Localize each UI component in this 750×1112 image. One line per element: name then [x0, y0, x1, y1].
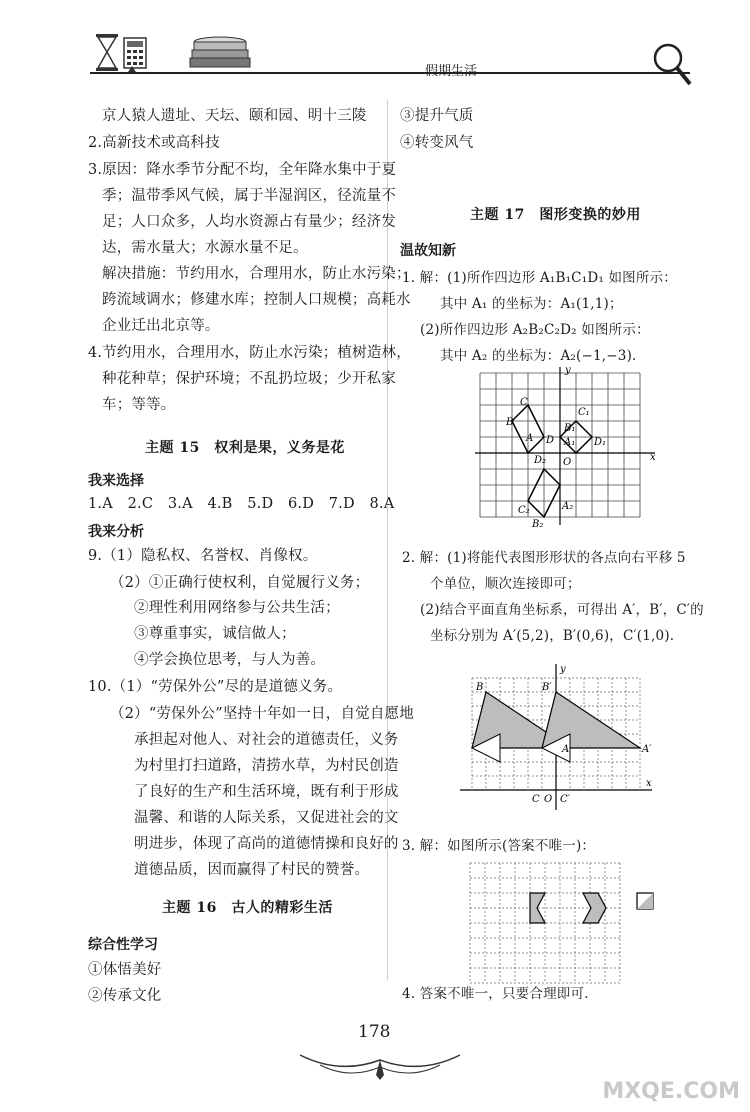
text-line: (2)所作四边形 A₂B₂C₂D₂ 如图所示：	[420, 322, 650, 338]
text-line: 个单位，顺次连接即可；	[430, 576, 581, 592]
text-line: 1. 解：(1)所作四边形 A₁B₁C₁D₁ 如图所示：	[402, 270, 677, 286]
analyze-label: 我来分析	[88, 524, 144, 540]
header-title: 假期生活	[425, 64, 478, 79]
text-line: 其中 A₂ 的坐标为：A₂(−1,−3).	[440, 348, 637, 364]
text-line: 承担起对他人、对社会的道德责任，义务	[134, 732, 399, 748]
axis-label-y: y	[560, 664, 566, 675]
origin-label: O	[544, 794, 553, 805]
topic16-title: 主题 16 古人的精彩生活	[162, 900, 333, 916]
point-label: C₁	[578, 407, 590, 418]
point-label: A	[526, 433, 534, 444]
axis-label-x: x	[646, 778, 652, 789]
watermark: MXQE.COM	[602, 1079, 740, 1104]
choose-answers: 1.A 2.C 3.A 4.B 5.D 6.D 7.D 8.A	[88, 496, 395, 512]
footer-ornament	[290, 1035, 470, 1085]
page-number: 178	[358, 1022, 391, 1042]
text-line: 达，需水量大；水源水量不足。	[102, 240, 308, 256]
text-line: （2）①正确行使权利，自觉履行义务；	[110, 575, 370, 591]
point-label: C₂	[518, 505, 530, 516]
text-line: 企业迁出北京等。	[102, 318, 220, 334]
text-line: 了良好的生产和生活环境，既有利于形成	[134, 784, 399, 800]
point-label: A₂	[562, 501, 574, 512]
point-label: A′	[642, 744, 652, 755]
header-illustration	[88, 28, 258, 76]
topic17-title: 主题 17 图形变换的妙用	[470, 207, 641, 223]
figure-triangle-translation	[460, 660, 660, 820]
choose-label: 我来选择	[88, 473, 144, 489]
text-line: 为村里打扫道路，清捞水草，为村民创造	[134, 758, 399, 774]
figure-quadrilateral-translation	[470, 365, 670, 535]
header-rule	[90, 72, 690, 74]
text-line: 京人猿人遗址、天坛、颐和园、明十三陵	[102, 108, 367, 124]
point-label: B′	[542, 682, 552, 693]
origin-label: O	[563, 457, 572, 468]
text-line: ②理性利用网络参与公共生活；	[134, 600, 340, 616]
text-line: 4.节约用水，合理用水，防止水污染；植树造林，	[88, 345, 411, 361]
text-line: (2)结合平面直角坐标系，可得出 A′，B′，C′的	[420, 602, 704, 618]
text-line: 3.原因：降水季节分配不均，全年降水集中于夏	[88, 162, 397, 178]
point-label: D	[546, 435, 555, 446]
axis-label-y: y	[565, 365, 571, 376]
text-line: 其中 A₁ 的坐标为：A₁(1,1)；	[440, 296, 623, 312]
list-item: ④转变风气	[400, 135, 474, 151]
text-line: 解决措施：节约用水，合理用水，防止水污染；	[102, 266, 411, 282]
point-label: A	[562, 744, 570, 755]
list-item: ③提升气质	[400, 108, 474, 124]
point-label: B₂	[532, 519, 544, 530]
text-line: 足；人口众多，人均水资源占有量少；经济发	[102, 214, 396, 230]
text-line: 坐标分别为 A′(5,2)，B′(0,6)，C′(1,0).	[430, 628, 675, 644]
text-line: 2.高新技术或高科技	[88, 135, 220, 151]
topic15-title: 主题 15 权利是果，义务是花	[145, 440, 345, 456]
text-line: 4. 答案不唯一，只要合理即可.	[402, 986, 589, 1002]
point-label: C	[532, 794, 540, 805]
text-line: 2. 解：(1)将能代表图形形状的各点向右平移 5	[402, 550, 686, 566]
text-line: （2）“劳保外公”坚持十年如一日，自觉自愿地	[110, 706, 414, 722]
text-line: 3. 解：如图所示(答案不唯一)：	[402, 838, 596, 854]
point-label: B	[506, 417, 514, 428]
point-label: C	[520, 397, 528, 408]
text-line: ③尊重事实，诚信做人；	[134, 626, 296, 642]
axis-label-x: x	[650, 452, 656, 463]
text-line: 季；温带季风气候，属于半湿润区，径流量不	[102, 188, 396, 204]
text-line: ④学会换位思考，与人为善。	[134, 652, 326, 668]
text-line: 跨流域调水；修建水库；控制人口规模；高耗水	[102, 292, 411, 308]
magnifier-icon	[648, 40, 696, 92]
figure-pattern-grid	[465, 858, 665, 988]
review-label: 温故知新	[400, 243, 456, 259]
point-label: B	[476, 682, 484, 693]
point-label: B₁	[564, 423, 576, 434]
list-item: ①体悟美好	[88, 962, 162, 978]
comprehensive-label: 综合性学习	[88, 937, 158, 953]
point-label: D₁	[594, 437, 607, 448]
list-item: ②传承文化	[88, 988, 162, 1004]
text-line: 种花种草；保护环境；不乱扔垃圾；少开私家	[102, 371, 396, 387]
text-line: 明进步，体现了高尚的道德情操和良好的	[134, 836, 399, 852]
point-label: D₂	[534, 455, 547, 466]
text-line: 道德品质，因而赢得了村民的赞誉。	[134, 862, 370, 878]
point-label: C′	[560, 794, 570, 805]
text-line: 温馨、和谐的人际关系，又促进社会的文	[134, 810, 399, 826]
text-line: 9.（1）隐私权、名誉权、肖像权。	[88, 548, 318, 564]
text-line: 10.（1）“劳保外公”尽的是道德义务。	[88, 679, 343, 695]
text-line: 车；等等。	[102, 397, 176, 413]
point-label: A₁	[564, 437, 576, 448]
